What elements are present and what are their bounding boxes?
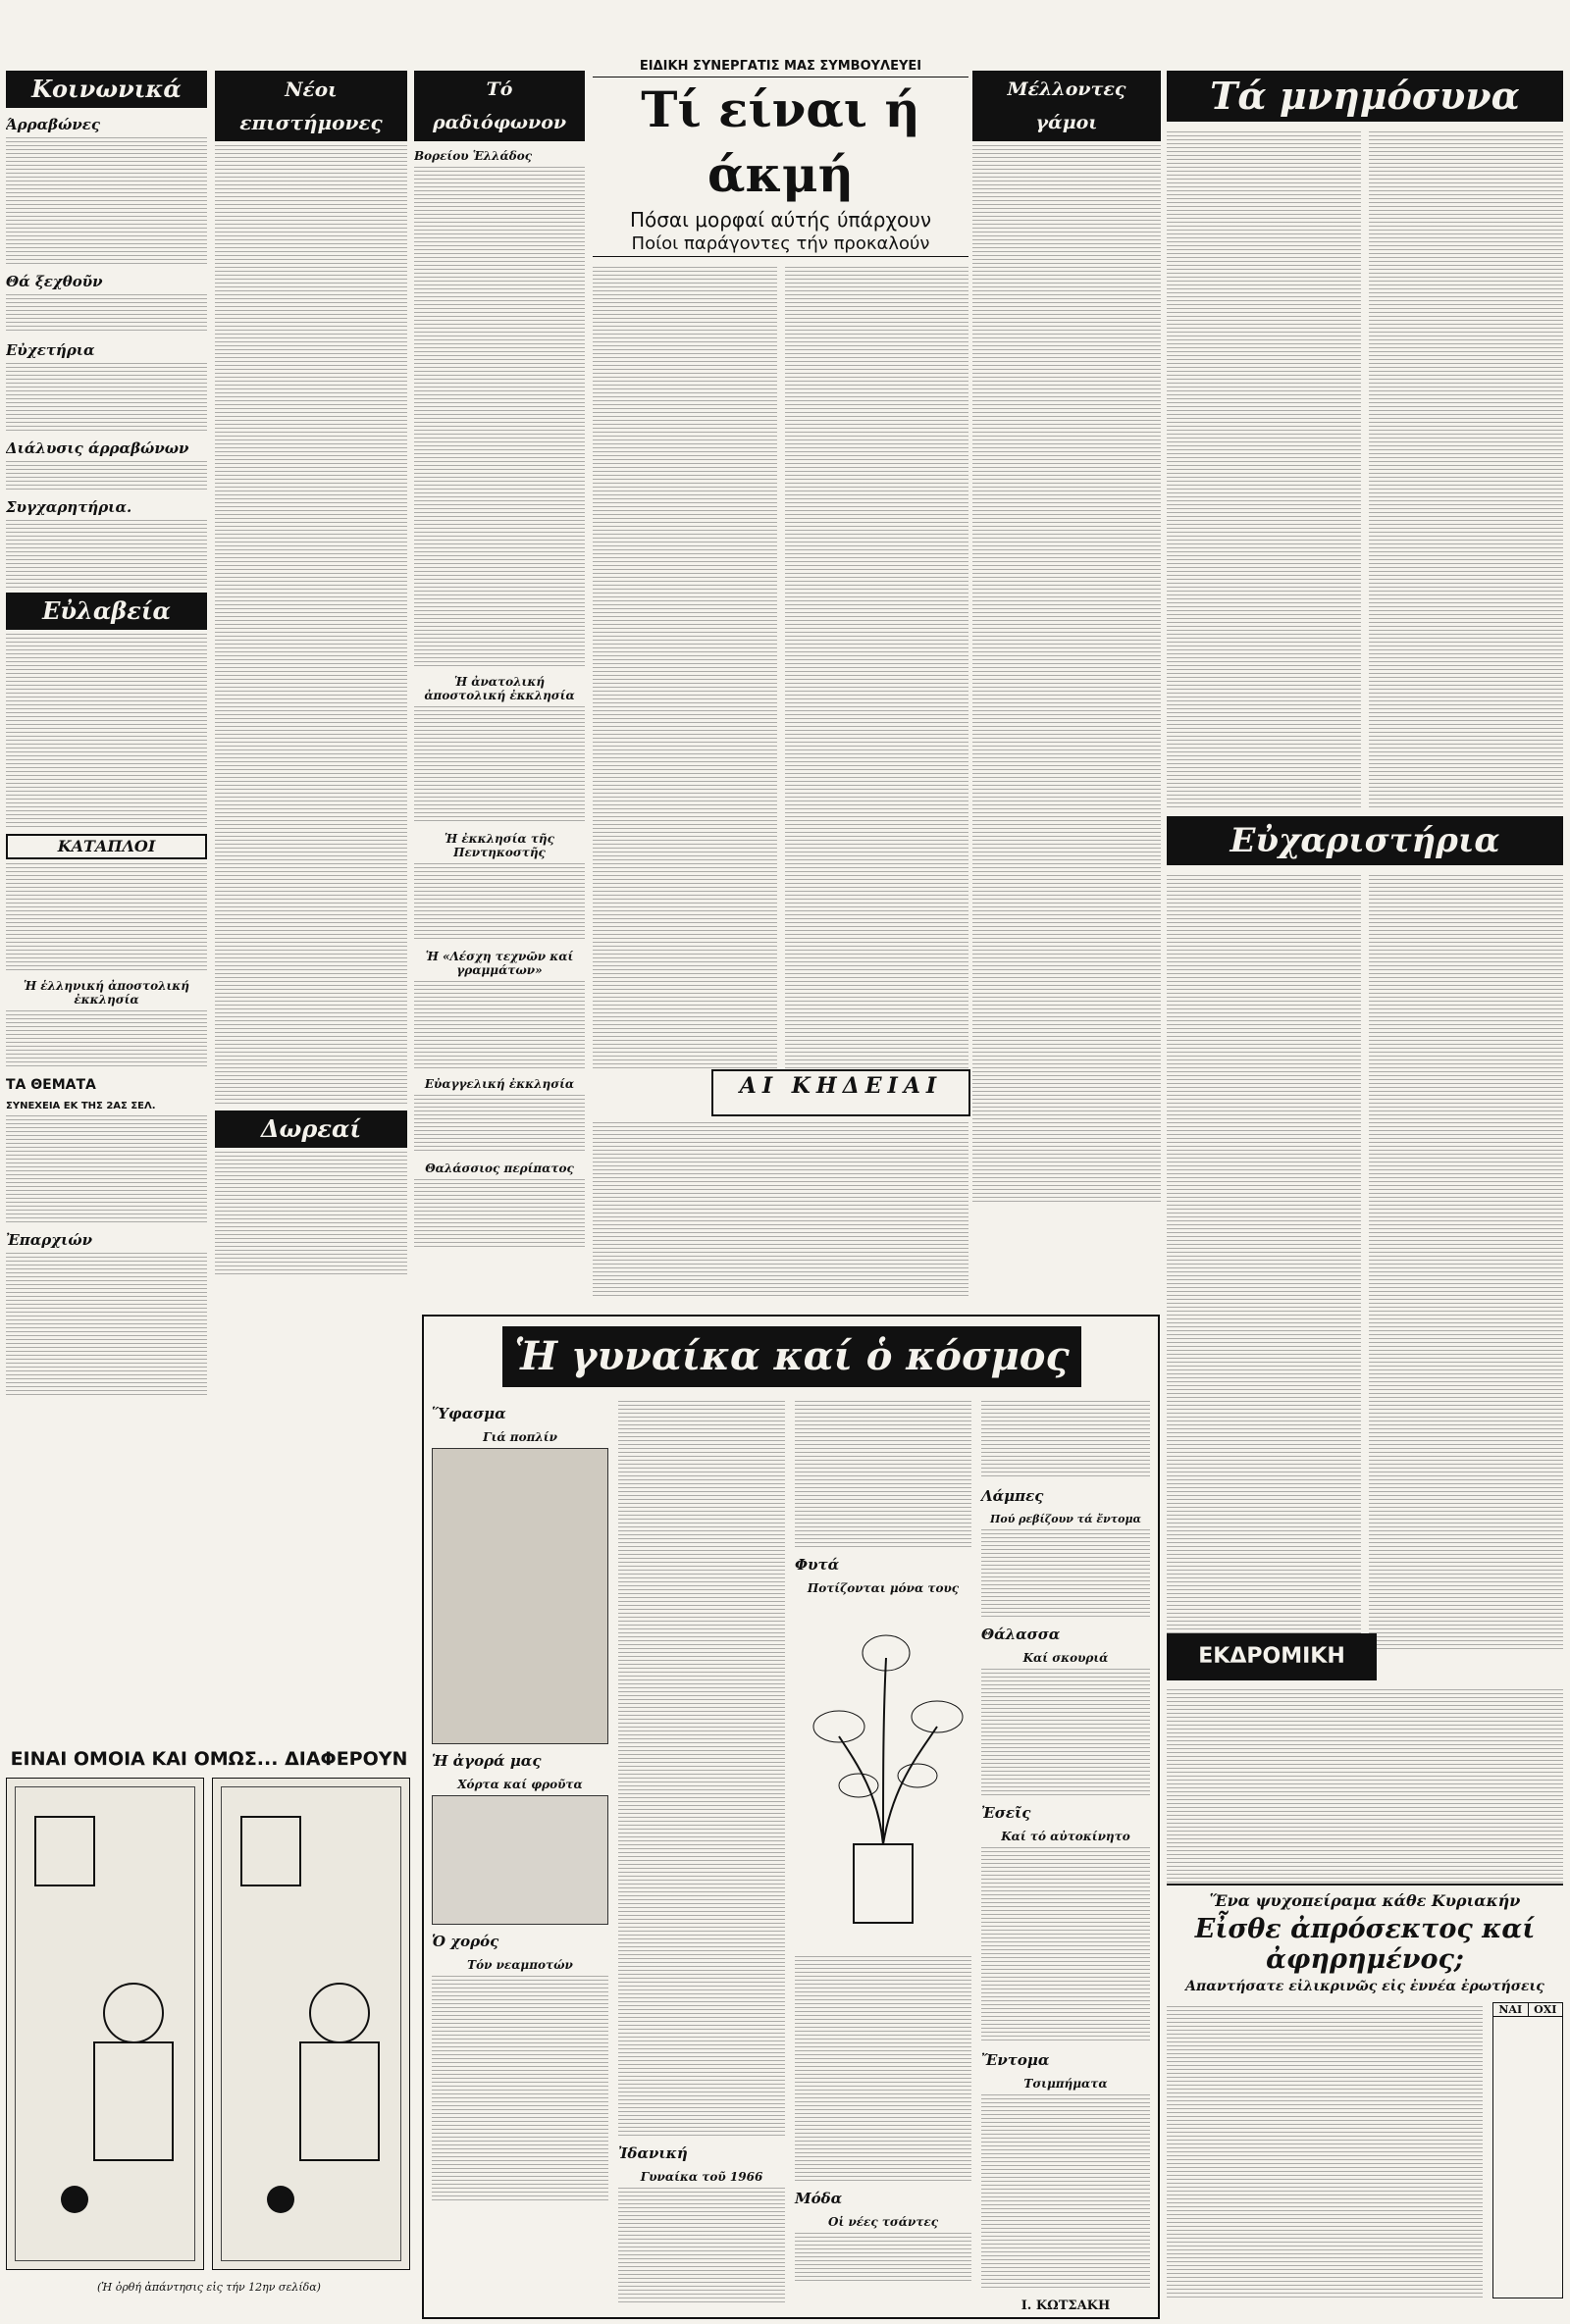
subhead-insects: Ἔντομα bbox=[981, 2051, 1050, 2069]
cartoon-panel-right bbox=[212, 1778, 410, 2270]
section-title-excursions: ΕΚΔΡΟΜΙΚΗ ΚΙΝΗΣΙΣ bbox=[1167, 1633, 1377, 1680]
women-col-1 bbox=[432, 1397, 608, 2205]
subhead-dance: Ὁ χορός bbox=[432, 1933, 499, 1950]
subhead-lamps: Λάμπες bbox=[981, 1487, 1044, 1505]
subhead-fabric-b: Γιά ποπλίν bbox=[483, 1430, 557, 1444]
column-young-scientists bbox=[215, 71, 407, 1277]
puzzle-kicker: Ἕνα ψυχοπείραμα κάθε Κυριακήν bbox=[1209, 1891, 1521, 1910]
feature-banner: ΕΙΔΙΚΗ ΣΥΝΕΡΓΑΤΙΣ ΜΑΣ ΣΥΜΒΟΥΛΕΥΕΙ bbox=[593, 59, 968, 77]
subhead-engagements: Άρραβώνες bbox=[6, 116, 101, 133]
woman-photo bbox=[432, 1448, 608, 1744]
subhead-topics: ΤΑ ΘΕΜΑΤΑ bbox=[6, 1077, 96, 1093]
subhead-fashion: Μόδα bbox=[795, 2190, 843, 2207]
women-col-4 bbox=[981, 1397, 1150, 2316]
subhead-engagement-break: Διάλυσις άρραβώνων bbox=[6, 439, 189, 457]
subhead-plants: Φυτά bbox=[795, 1556, 840, 1574]
column-radio bbox=[414, 71, 585, 1277]
subhead-insects-b: Τσιμπήματα bbox=[1023, 2077, 1108, 2091]
subhead-church: Ἡ ἑλληνική ἀποστολική ἐκκλησία bbox=[23, 979, 190, 1007]
answer-no: ΟΧΙ bbox=[1528, 2003, 1563, 2016]
subhead-market-b: Χόρτα καί φροῦτα bbox=[457, 1778, 583, 1791]
cartoon-figure-right bbox=[222, 1787, 402, 2262]
subhead-sea-b: Καί σκουριά bbox=[1022, 1651, 1109, 1665]
section-title-piety: Εὐλαβεία bbox=[6, 593, 207, 630]
cartoon-footer: (Ἡ ὀρθή ἀπάντησις εἰς τήν 12ην σελίδα) bbox=[97, 2281, 321, 2294]
subhead-market: Ἡ ἀγορά μας bbox=[432, 1752, 542, 1770]
puzzle-subtitle: Απαντήσατε εἰλικρινῶς εἰς ἐννέα ἐρωτήσεις bbox=[1185, 1979, 1544, 1994]
subhead-evangelical: Εὐαγγελική ἐκκλησία bbox=[424, 1077, 575, 1091]
subhead-ideal-b: Γυναίκα τοῦ 1966 bbox=[640, 2170, 763, 2184]
subhead-provinces: Ἐπαρχιών bbox=[6, 1231, 93, 1249]
subhead-congrats: Συγχαρητήρια. bbox=[6, 498, 132, 516]
women-col-3 bbox=[795, 1397, 971, 2286]
subhead-lamps-b: Πού ρεβίζουν τά ἔντομα bbox=[989, 1513, 1142, 1525]
section-title-young-scientists: Νέοι επιστήμονες bbox=[215, 71, 407, 141]
cartoon-title: ΕΙΝΑΙ ΟΜΟΙΑ ΚΑΙ ΟΜΩΣ... ΔΙΑΦΕΡΟΥΝ bbox=[10, 1748, 408, 1770]
plant-illustration bbox=[800, 1599, 967, 1952]
section-title-arrivals: ΚΑΤΑΠΛΟΙ bbox=[6, 834, 207, 859]
section-title-funerals bbox=[711, 1069, 970, 1116]
column-society bbox=[6, 71, 207, 1395]
subhead-you-b: Καί τό αὐτοκίνητο bbox=[1001, 1830, 1130, 1843]
funerals-label: ΑΙ ΚΗΔΕΙΑΙ bbox=[739, 1073, 943, 1099]
cartoon-figure-left bbox=[16, 1787, 196, 2262]
subhead-dance-b: Τόν νεαμποτών bbox=[467, 1958, 573, 1972]
subhead-wishes: Εὐχετήρια bbox=[6, 341, 95, 359]
subhead-you: Ἐσεῖς bbox=[981, 1804, 1031, 1822]
section-title-donations: Δωρεαί bbox=[215, 1110, 407, 1148]
section-title-radio: Τό ραδιόφωνον bbox=[414, 71, 585, 141]
subhead-north-greece: Βορείου Ἑλλάδος bbox=[414, 149, 533, 163]
market-photo bbox=[432, 1795, 608, 1925]
section-title-society: Κοινωνικά bbox=[6, 71, 207, 108]
column-future-weddings bbox=[972, 71, 1161, 1277]
subhead-continued: ΣΥΝΕΧΕΙΑ ΕΚ ΤΗΣ 2ΑΣ ΣΕΛ. bbox=[6, 1101, 156, 1111]
subhead-eastern-church: Ἡ ἀνατολική ἀποστολική ἐκκλησία bbox=[424, 675, 575, 702]
subhead-plants-b: Ποτίζονται μόνα τους bbox=[807, 1581, 960, 1595]
women-title: Ἡ γυναίκα καί ὁ κόσμος της bbox=[502, 1326, 1081, 1387]
subhead-ideal: Ἰδανική bbox=[618, 2144, 688, 2162]
section-title-memorials: Τά μνημόσυνα bbox=[1167, 71, 1563, 122]
women-col-2 bbox=[618, 1397, 785, 2309]
subhead-fabric: Ὕφασμα bbox=[432, 1405, 506, 1422]
feature-subheadline-2: Ποίοι παράγοντες τήν προκαλούν bbox=[593, 232, 968, 257]
section-title-thanks: Εὐχαριστήρια bbox=[1167, 816, 1563, 865]
puzzle-title: Εἶσθε ἀπρόσεκτος καί ἀφηρημένος; bbox=[1194, 1914, 1536, 1975]
subhead-baptisms: Θά ξεχθοῦν bbox=[6, 273, 103, 290]
subhead-pentecost: Ἡ ἐκκλησία τῆς Πεντηκοστῆς bbox=[445, 832, 554, 859]
feature-acne bbox=[593, 59, 968, 1069]
women-signature: Ι. ΚΩΤΣΑΚΗ bbox=[1020, 2298, 1111, 2313]
cartoon-area bbox=[6, 1746, 412, 2296]
feature-headline: Τί είναι ή άκμή bbox=[641, 80, 920, 203]
feature-subheadline-1: Πόσαι μορφαί αύτής ύπάρχουν bbox=[629, 208, 931, 232]
cartoon-panel-left bbox=[6, 1778, 204, 2270]
subhead-sea-trip: Θαλάσσιος περίπατος bbox=[425, 1162, 574, 1175]
subhead-fashion-b: Οἱ νέες τσάντες bbox=[828, 2215, 938, 2229]
subhead-arts-club: Ἡ «Λέσχη τεχνῶν καί γραμμάτων» bbox=[425, 950, 574, 977]
puzzle-box bbox=[1167, 1884, 1563, 2317]
answer-yes: ΝΑΙ bbox=[1498, 2003, 1523, 2016]
subhead-sea: Θάλασσα bbox=[981, 1626, 1061, 1643]
section-title-future-weddings: Μέλλοντες γάμοι bbox=[972, 71, 1161, 141]
women-section bbox=[422, 1315, 1160, 2319]
